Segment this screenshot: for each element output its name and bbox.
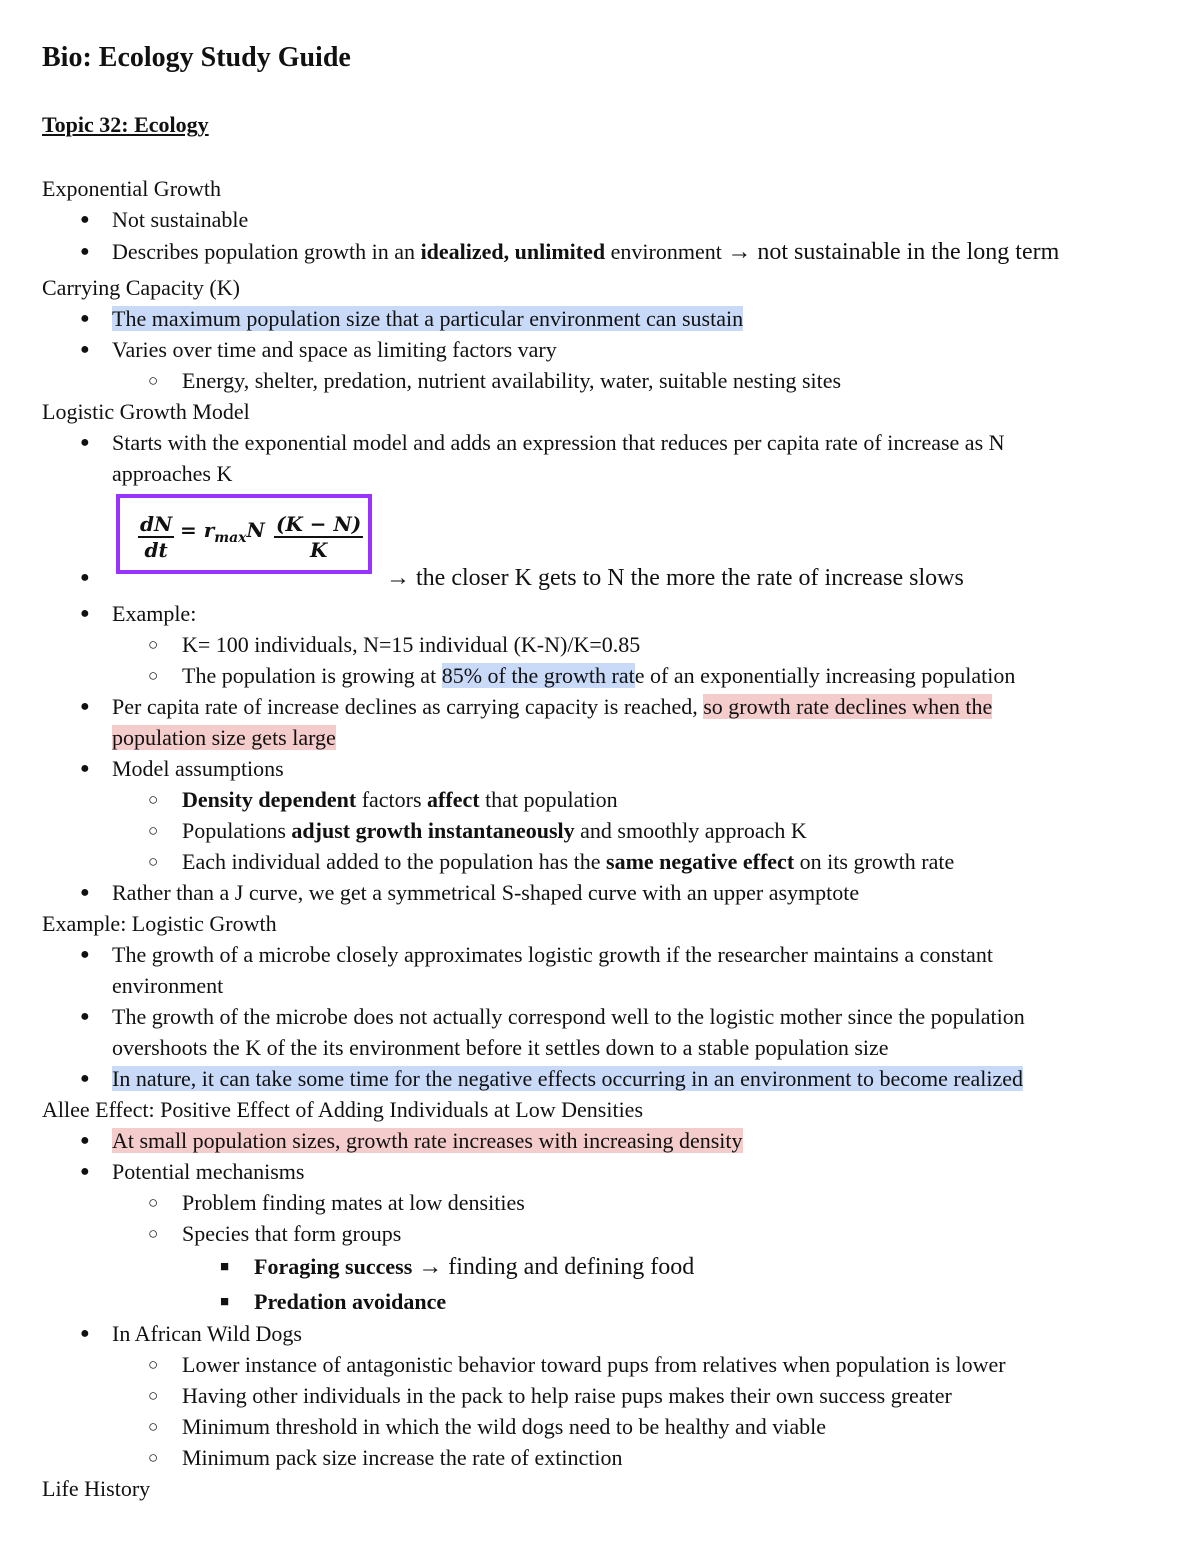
bullet-square: ■	[220, 1259, 230, 1275]
list-item: The population is growing at 85% of the growth rate of an exponentially increasing population	[182, 663, 1016, 688]
bullet-circle: ○	[148, 666, 159, 685]
list-item: Describes population growth in an idealized, unlimited environment → not sustainable in the long term	[112, 239, 1060, 265]
list-item: Populations adjust growth instantaneously and smoothly approach K	[182, 818, 807, 843]
bullet-dot: ●	[80, 1163, 90, 1180]
bullet-dot: ●	[80, 1070, 90, 1087]
bullet-dot: ●	[80, 569, 90, 586]
list-item: Lower instance of antagonistic behavior toward pups from relatives when population is lower	[182, 1352, 1006, 1377]
list-item: Minimum pack size increase the rate of extinction	[182, 1445, 623, 1470]
bullet-dot: ●	[80, 1325, 90, 1342]
bullet-dot: ●	[80, 341, 90, 358]
list-item: Starts with the exponential model and adds an expression that reduces per capita rate of increase as N	[112, 430, 1005, 455]
list-item: At small population sizes, growth rate increases with increasing density	[112, 1128, 743, 1153]
list-item: Model assumptions	[112, 756, 284, 781]
list-item-continuation: overshoots the K of the its environment before it settles down to a stable population size	[112, 1035, 889, 1060]
bullet-circle: ○	[148, 1448, 159, 1467]
list-item: Minimum threshold in which the wild dogs need to be healthy and viable	[182, 1414, 826, 1439]
equation-middle: = $r_{max}N$	[180, 518, 265, 546]
bullet-dot: ●	[80, 884, 90, 901]
list-item: In African Wild Dogs	[112, 1321, 302, 1346]
bullet-circle: ○	[148, 1355, 159, 1374]
equation-fraction: $\frac{(K - N)}{K}$	[276, 512, 362, 562]
list-item: Density dependent factors affect that population	[182, 787, 618, 812]
list-item: Rather than a J curve, we get a symmetrical S-shaped curve with an upper asymptote	[112, 880, 860, 905]
bullet-dot: ●	[80, 1132, 90, 1149]
list-item: Varies over time and space as limiting factors vary	[112, 337, 557, 362]
list-item: Problem finding mates at low densities	[182, 1190, 525, 1215]
list-item: Example:	[112, 601, 197, 626]
bullet-circle: ○	[148, 1386, 159, 1405]
bullet-dot: ●	[80, 310, 90, 327]
equation-note: → the closer K gets to N the more the rate of increase slows	[386, 565, 964, 591]
bullet-circle: ○	[148, 790, 159, 809]
bullet-dot: ●	[80, 760, 90, 777]
bullet-dot: ●	[80, 1008, 90, 1025]
list-item: Species that form groups	[182, 1221, 402, 1246]
logistic-equation-box	[116, 494, 372, 574]
bullet-dot: ●	[80, 243, 90, 260]
list-item-continuation: approaches K	[112, 461, 233, 486]
list-item: The growth of a microbe closely approximates logistic growth if the researcher maintains a constant	[112, 942, 993, 967]
equation-fraction: $\frac{dN}{dt}$	[140, 512, 173, 562]
exponential-heading: Exponential Growth	[42, 176, 222, 201]
bullet-dot: ●	[80, 434, 90, 451]
carrying-capacity-heading: Carrying Capacity (K)	[42, 275, 240, 300]
list-item: Energy, shelter, predation, nutrient availability, water, suitable nesting sites	[182, 368, 842, 393]
bullet-dot: ●	[80, 698, 90, 715]
list-item: Foraging success → finding and defining food	[254, 1254, 695, 1280]
bullet-circle: ○	[148, 1417, 159, 1436]
list-item: Potential mechanisms	[112, 1159, 305, 1184]
list-item: Predation avoidance	[254, 1289, 447, 1314]
list-item: The growth of the microbe does not actually correspond well to the logistic mother since the population	[112, 1004, 1025, 1029]
list-item-continuation: environment	[112, 973, 224, 998]
list-item: Each individual added to the population has the same negative effect on its growth rate	[182, 849, 955, 874]
topic-heading: Topic 32: Ecology	[42, 112, 209, 137]
bullet-dot: ●	[80, 946, 90, 963]
bullet-square: ■	[220, 1294, 230, 1310]
bullet-circle: ○	[148, 635, 159, 654]
list-item: Having other individuals in the pack to help raise pups makes their own success greater	[182, 1383, 952, 1408]
list-item: The maximum population size that a particular environment can sustain	[112, 306, 744, 331]
logistic-heading: Logistic Growth Model	[42, 399, 250, 424]
life-history-heading: Life History	[42, 1476, 151, 1501]
list-item: In nature, it can take some time for the negative effects occurring in an environment to become realized	[112, 1066, 1023, 1091]
example-logistic-heading: Example: Logistic Growth	[42, 911, 277, 936]
bullet-dot: ●	[80, 605, 90, 622]
allee-heading: Allee Effect: Positive Effect of Adding Individuals at Low Densities	[42, 1097, 644, 1122]
list-item: Not sustainable	[112, 207, 249, 232]
list-item: K= 100 individuals, N=15 individual (K-N)/K=0.85	[182, 632, 641, 657]
list-item: Per capita rate of increase declines as carrying capacity is reached, so growth rate declines when the	[112, 694, 993, 719]
bullet-circle: ○	[148, 821, 159, 840]
bullet-circle: ○	[148, 1224, 159, 1243]
list-item-continuation: population size gets large	[112, 725, 336, 750]
bullet-circle: ○	[148, 371, 159, 390]
bullet-circle: ○	[148, 852, 159, 871]
bullet-circle: ○	[148, 1193, 159, 1212]
bullet-dot: ●	[80, 211, 90, 228]
document-title: Bio: Ecology Study Guide	[42, 42, 351, 73]
